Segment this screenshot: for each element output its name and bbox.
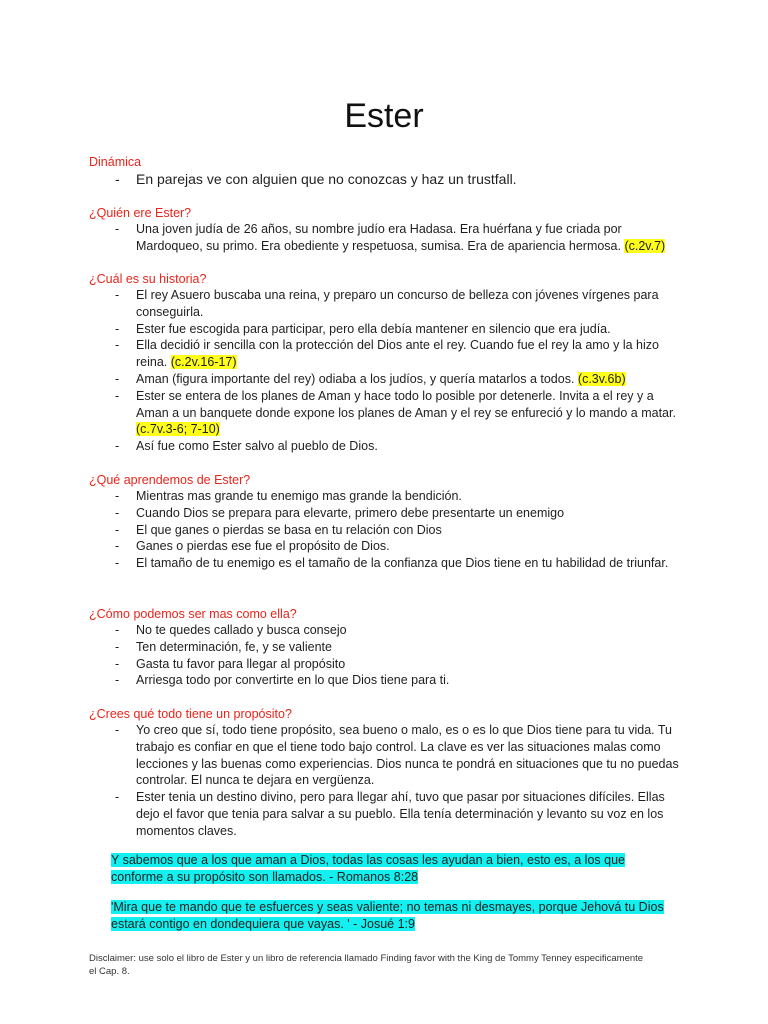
list-item <box>89 522 689 539</box>
list-item <box>89 639 689 656</box>
list-item <box>89 287 689 321</box>
bullet-list <box>89 287 689 455</box>
citation-highlight: (c.7v.3-6; 7-10) <box>136 422 220 437</box>
section-heading: ¿Cuál es su historia? <box>89 272 207 286</box>
section-como-ella <box>89 606 689 689</box>
section-aprendemos <box>89 472 689 572</box>
item-text: Ester tenia un destino divino, pero para llegar ahí, tuvo que pasar por situaciones difíciles. Ellas dejo el favor que tenia para salvar a su pueblo. Ella tenía determinación y levanto su voz en los momentos claves. <box>136 790 665 838</box>
section-proposito <box>89 706 689 840</box>
list-item <box>89 622 689 639</box>
section-heading: ¿Qué aprendemos de Ester? <box>89 473 251 487</box>
list-item <box>89 555 689 572</box>
list-item <box>89 488 689 505</box>
list-item <box>89 170 689 189</box>
item-text: Ten determinación, fe, y se valiente <box>136 639 332 654</box>
list-item <box>89 722 689 789</box>
bullet-list <box>89 722 689 840</box>
item-text: No te quedes callado y busca consejo <box>136 623 347 637</box>
item-text: Ester se entera de los planes de Aman y hace todo lo posible por detenerle. Invita a el rey y a Aman a un banquete donde expone los planes de Aman y el rey se enfureció y lo mando a matar. <box>136 388 676 420</box>
bullet-list <box>89 622 689 689</box>
item-text: Yo creo que sí, todo tiene propósito, sea bueno o malo, es o es lo que Dios tiene para tu vida. Tu trabajo es confiar en que el tiene todo bajo control. La clave es ver las situaciones malas como lecciones y las buenas como experiencias. Dios nunca te pondrá en situaciones que tu no puedas controlar. El nunca te dejara en vergüenza. <box>136 723 679 788</box>
item-text: Gasta tu favor para llegar al propósito <box>136 656 346 671</box>
section-quien-es-ester <box>89 205 689 255</box>
list-item <box>89 221 689 255</box>
quote-text: Y sabemos que a los que aman a Dios, todas las cosas les ayudan a bien, esto es, a los que conforme a su propósito son llamados. - Romanos 8:28 <box>111 853 625 884</box>
list-item <box>89 388 689 438</box>
list-item <box>89 321 689 338</box>
bullet-list <box>89 488 689 572</box>
list-item <box>89 337 689 371</box>
item-text: Una joven judía de 26 años, su nombre judío era Hadasa. Era huérfana y fue criada por Mardoqueo, su primo. Era obediente y respetuosa, sumisa. Era de apariencia hermosa. <box>136 222 625 253</box>
section-heading: ¿Crees qué todo tiene un propósito? <box>89 707 292 721</box>
item-text: Así fue como Ester salvo al pueblo de Dios. <box>136 439 378 454</box>
item-text: Cuando Dios se prepara para elevarte, primero debe presentarte un enemigo <box>136 505 565 520</box>
item-text: En parejas ve con alguien que no conozcas y haz un trustfall. <box>136 171 517 187</box>
section-heading: ¿Quién ere Ester? <box>89 206 192 220</box>
bullet-list <box>89 221 689 255</box>
quote-text: 'Mira que te mando que te esfuerces y seas valiente; no temas ni desmayes, porque Jehová tu Dios estará contigo en dondequiera que vayas. ' - Josué 1:9 <box>111 900 664 931</box>
bible-quote <box>111 899 677 933</box>
list-item <box>89 789 689 839</box>
item-text: El que ganes o pierdas se basa en tu relación con Dios <box>136 522 442 537</box>
section-historia <box>89 271 689 455</box>
list-item <box>89 672 689 689</box>
item-text: El rey Asuero buscaba una reina, y preparo un concurso de belleza con jóvenes vírgenes para conseguirla. <box>136 288 659 319</box>
item-text: El tamaño de tu enemigo es el tamaño de la confianza que Dios tiene en tu habilidad de triunfar. <box>136 556 669 571</box>
list-item <box>89 505 689 522</box>
bullet-list <box>89 170 689 189</box>
list-item <box>89 538 689 555</box>
item-text: Arriesga todo por convertirte en lo que Dios tiene para ti. <box>136 673 450 688</box>
citation-highlight: (c.2v.16-17) <box>170 355 237 370</box>
bible-quote <box>111 852 677 886</box>
citation-highlight: (c.3v.6b) <box>577 371 626 386</box>
section-dinamica <box>89 154 689 189</box>
document-title: Ester <box>344 97 424 135</box>
list-item <box>89 656 689 673</box>
section-heading: Dinámica <box>89 155 142 169</box>
item-text: Ester fue escogida para participar, pero ella debía mantener en silencio que era judía. <box>136 321 611 336</box>
citation-highlight: (c.2v.7) <box>624 238 666 253</box>
list-item <box>89 371 689 388</box>
item-text: Ella decidió ir sencilla con la protección del Dios ante el rey. Cuando fue el rey la amo y la hizo reina. <box>136 338 659 370</box>
item-text: Mientras mas grande tu enemigo mas grande la bendición. <box>136 489 462 503</box>
list-item <box>89 438 689 455</box>
disclaimer-note: Disclaimer: use solo el libro de Ester y un libro de referencia llamado Finding favor with the King de Tommy Tenney especificamente el Cap. 8. <box>89 953 644 977</box>
item-text: Ganes o pierdas ese fue el propósito de Dios. <box>136 539 390 554</box>
section-heading: ¿Cómo podemos ser mas como ella? <box>89 607 297 621</box>
item-text: Aman (figura importante del rey) odiaba a los judíos, y quería matarlos a todos. <box>136 371 578 386</box>
